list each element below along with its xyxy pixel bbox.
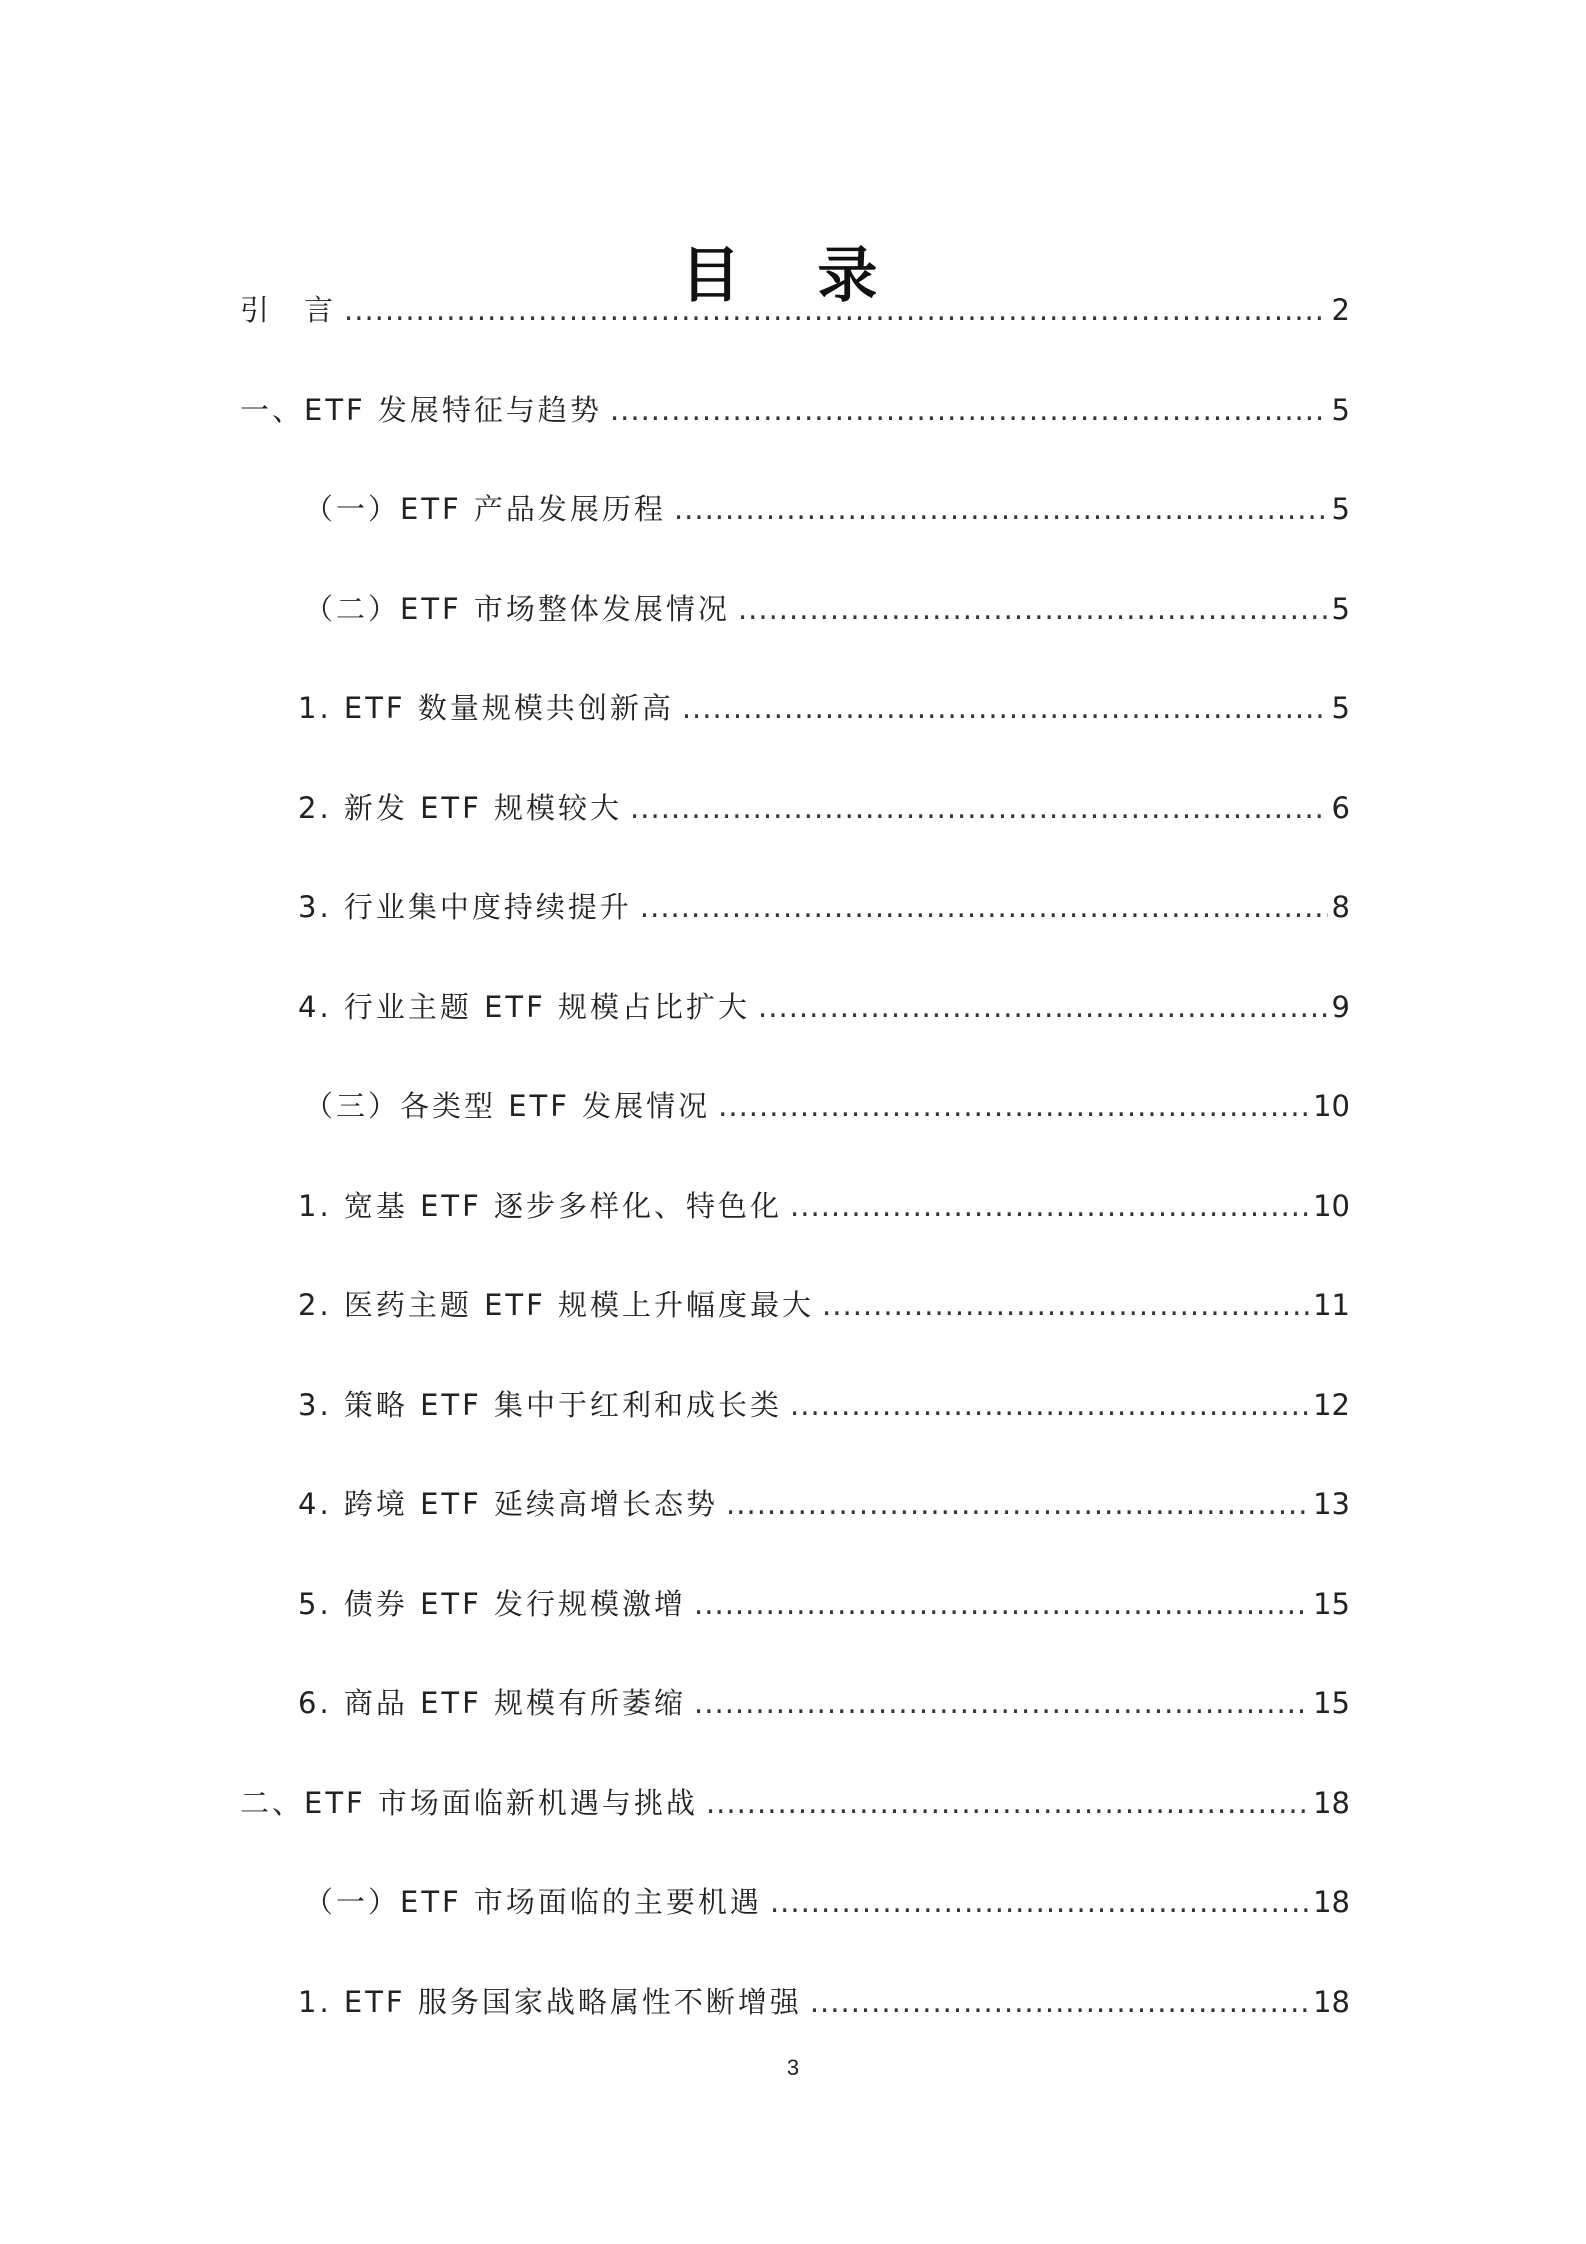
toc-page-number: 12	[1313, 1387, 1350, 1422]
toc-page-number: 5	[1331, 591, 1350, 626]
toc-entry[interactable]	[240, 390, 1350, 490]
toc-entry[interactable]	[240, 1285, 1350, 1385]
toc-entry-title: （二）ETF 市场整体发展情况	[304, 591, 730, 626]
toc-dot-leader	[674, 489, 1328, 529]
toc-entry[interactable]	[240, 290, 1350, 390]
toc-entry[interactable]	[240, 1584, 1350, 1684]
toc-entry-title: 2. 医药主题 ETF 规模上升幅度最大	[298, 1288, 815, 1322]
toc-entry[interactable]	[240, 1484, 1350, 1584]
toc-dot-leader	[758, 987, 1328, 1027]
toc-entry-title: 引 言	[240, 293, 337, 327]
toc-page-number: 10	[1313, 1188, 1350, 1223]
toc-entry-title: 一、ETF 发展特征与趋势	[240, 392, 602, 427]
toc-dot-leader	[718, 1086, 1309, 1126]
toc-dot-leader	[790, 1385, 1309, 1425]
toc-page-number: 15	[1313, 1686, 1350, 1720]
toc-entry-title: 1. 宽基 ETF 逐步多样化、特色化	[298, 1188, 783, 1223]
toc-entry-title: （三）各类型 ETF 发展情况	[304, 1089, 711, 1123]
toc-page-number: 18	[1313, 1984, 1350, 2019]
toc-page-number: 15	[1313, 1586, 1350, 1621]
toc-dot-leader	[694, 1683, 1309, 1723]
toc-entry[interactable]	[240, 887, 1350, 987]
page-number: 3	[786, 2055, 800, 2080]
toc-entry[interactable]	[240, 1086, 1350, 1186]
table-of-contents	[240, 290, 1350, 2081]
toc-entry-title: （一）ETF 市场面临的主要机遇	[304, 1885, 762, 1919]
toc-entry-title: 4. 跨境 ETF 延续高增长态势	[298, 1487, 719, 1521]
toc-page-number: 5	[1331, 392, 1350, 427]
toc-entry[interactable]	[240, 987, 1350, 1087]
toc-page-number: 18	[1313, 1785, 1350, 1820]
toc-dot-leader	[810, 1982, 1309, 2022]
toc-entry[interactable]	[240, 1683, 1350, 1783]
toc-dot-leader	[770, 1882, 1309, 1922]
toc-page-number: 8	[1331, 890, 1350, 924]
toc-page-number: 9	[1331, 989, 1350, 1024]
toc-page-number: 10	[1313, 1089, 1350, 1123]
toc-dot-leader	[738, 589, 1328, 629]
toc-entry[interactable]	[240, 1783, 1350, 1883]
toc-dot-leader	[790, 1186, 1309, 1226]
toc-page-number: 5	[1331, 492, 1350, 526]
toc-entry[interactable]	[240, 688, 1350, 788]
toc-entry[interactable]	[240, 1385, 1350, 1485]
page-title: 目 录	[680, 241, 906, 312]
toc-entry[interactable]	[240, 1882, 1350, 1982]
toc-page-number: 5	[1331, 691, 1350, 725]
toc-entry-title: 2. 新发 ETF 规模较大	[298, 790, 623, 825]
toc-entry-title: 二、ETF 市场面临新机遇与挑战	[240, 1785, 698, 1820]
toc-entry-title: 5. 债券 ETF 发行规模激增	[298, 1586, 687, 1621]
toc-entry-title: 6. 商品 ETF 规模有所萎缩	[298, 1686, 687, 1720]
toc-dot-leader	[682, 688, 1328, 728]
toc-page-number: 11	[1313, 1288, 1350, 1322]
toc-page-number: 6	[1331, 790, 1350, 825]
toc-dot-leader	[344, 290, 1328, 330]
toc-entry-title: 3. 策略 ETF 集中于红利和成长类	[298, 1387, 783, 1422]
toc-dot-leader	[610, 390, 1328, 430]
toc-entry-title: 3. 行业集中度持续提升	[298, 890, 632, 924]
toc-entry-title: 1. ETF 数量规模共创新高	[298, 691, 674, 725]
toc-page-number: 2	[1331, 293, 1350, 327]
toc-entry[interactable]	[240, 1186, 1350, 1286]
toc-entry-title: 4. 行业主题 ETF 规模占比扩大	[298, 989, 751, 1024]
toc-entry-title: （一）ETF 产品发展历程	[304, 492, 666, 526]
toc-dot-leader	[726, 1484, 1309, 1524]
toc-dot-leader	[630, 788, 1328, 828]
toc-page-number: 13	[1313, 1487, 1350, 1521]
toc-page-number: 18	[1313, 1885, 1350, 1919]
toc-entry[interactable]	[240, 489, 1350, 589]
toc-entry[interactable]	[240, 589, 1350, 689]
toc-entry-title: 1. ETF 服务国家战略属性不断增强	[298, 1984, 802, 2019]
toc-dot-leader	[706, 1783, 1309, 1823]
toc-dot-leader	[640, 887, 1328, 927]
toc-dot-leader	[694, 1584, 1309, 1624]
toc-entry[interactable]	[240, 788, 1350, 888]
toc-dot-leader	[822, 1285, 1309, 1325]
